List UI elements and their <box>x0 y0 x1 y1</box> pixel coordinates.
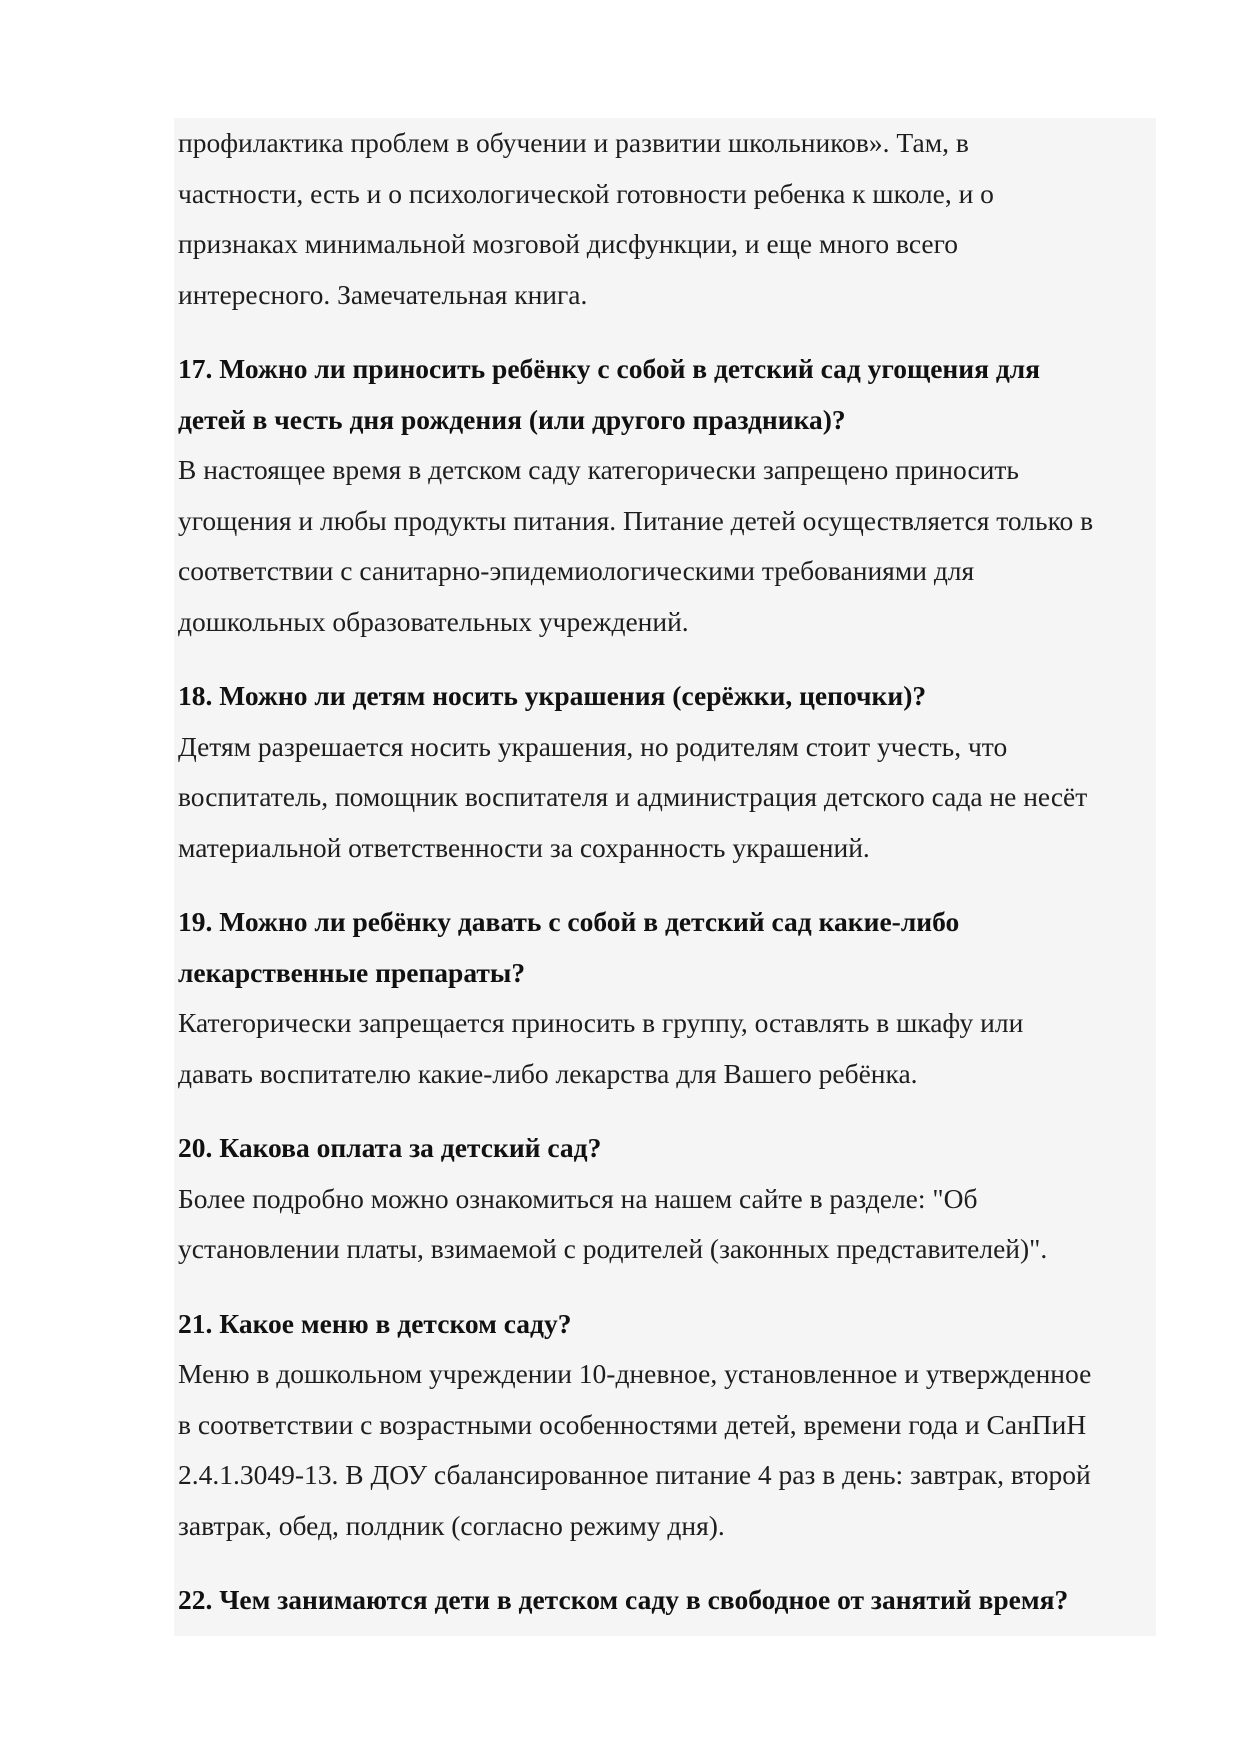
faq-answer <box>178 722 1152 874</box>
faq-question <box>178 344 1152 445</box>
faq-answer-line: дошкольных образовательных учреждений. <box>178 605 689 637</box>
faq-question-line: 18. Можно ли детям носить украшения (серёжки, цепочки)? <box>178 680 927 711</box>
faq-item-18 <box>178 671 1152 873</box>
faq-answer-line: завтрак, обед, полдник (согласно режиму дня). <box>178 1509 725 1541</box>
faq-question <box>178 1299 1152 1350</box>
intro-line: признаках минимальной мозговой дисфункции, и еще много всего <box>178 228 958 259</box>
faq-question-line: 17. Можно ли приносить ребёнку с собой в детский сад угощения для <box>178 353 1041 384</box>
faq-item-19 <box>178 897 1152 1099</box>
faq-item-21 <box>178 1299 1152 1552</box>
faq-answer-line: в соответствии с возрастными особенностями детей, времени года и СанПиН <box>178 1408 1087 1440</box>
faq-item-17 <box>178 344 1152 647</box>
faq-answer-line: давать воспитателю какие-либо лекарства для Вашего ребёнка. <box>178 1057 918 1089</box>
faq-answer-line: 2.4.1.3049-13. В ДОУ сбалансированное питание 4 раз в день: завтрак, второй <box>178 1459 1091 1490</box>
faq-answer-line: воспитатель, помощник воспитателя и администрация детского сада не несёт <box>178 781 1088 812</box>
faq-question-line: 22. Чем занимаются дети в детском саду в свободное от занятий время? <box>178 1584 1069 1615</box>
faq-answer <box>178 445 1152 647</box>
intro-line: интересного. Замечательная книга. <box>178 278 588 310</box>
faq-answer-line: соответствии с санитарно-эпидемиологическими требованиями для <box>178 555 975 586</box>
faq-question <box>178 1575 1152 1626</box>
faq-answer <box>178 998 1152 1099</box>
faq-answer-line: Детям разрешается носить украшения, но родителям стоит учесть, что <box>178 730 1008 762</box>
faq-answer-line: материальной ответственности за сохранность украшений. <box>178 831 870 863</box>
faq-question <box>178 1123 1152 1174</box>
faq-question-line: 21. Какое меню в детском саду? <box>178 1307 572 1339</box>
faq-item-20 <box>178 1123 1152 1275</box>
faq-answer-line: Более подробно можно ознакомиться на нашем сайте в разделе: "Об <box>178 1182 978 1214</box>
document-content-block <box>174 118 1156 1636</box>
faq-question <box>178 671 1152 722</box>
intro-paragraph <box>178 118 1152 320</box>
faq-answer-line: Категорически запрещается приносить в группу, оставлять в шкафу или <box>178 1007 1024 1038</box>
faq-answer-line: Меню в дошкольном учреждении 10-дневное, установленное и утвержденное <box>178 1358 1092 1389</box>
intro-line: частности, есть и о психологической готовности ребенка к школе, и о <box>178 177 994 209</box>
faq-question-line: 19. Можно ли ребёнку давать с собой в детский сад какие-либо <box>178 906 960 937</box>
faq-answer-line: В настоящее время в детском саду категорически запрещено приносить <box>178 454 1019 485</box>
faq-question-line: 20. Какова оплата за детский сад? <box>178 1132 602 1163</box>
faq-answer <box>178 1349 1152 1551</box>
faq-question <box>178 897 1152 998</box>
faq-question-line: лекарственные препараты? <box>178 956 526 988</box>
faq-answer-line: установлении платы, взимаемой с родителей (законных представителей)". <box>178 1233 1048 1264</box>
faq-answer <box>178 1174 1152 1275</box>
faq-question-line: детей в честь дня рождения (или другого праздника)? <box>178 403 846 435</box>
faq-item-22 <box>178 1575 1152 1626</box>
faq-answer-line: угощения и любы продукты питания. Питание детей осуществляется только в <box>178 504 1094 536</box>
intro-line: профилактика проблем в обучении и развитии школьников». Там, в <box>178 127 969 158</box>
